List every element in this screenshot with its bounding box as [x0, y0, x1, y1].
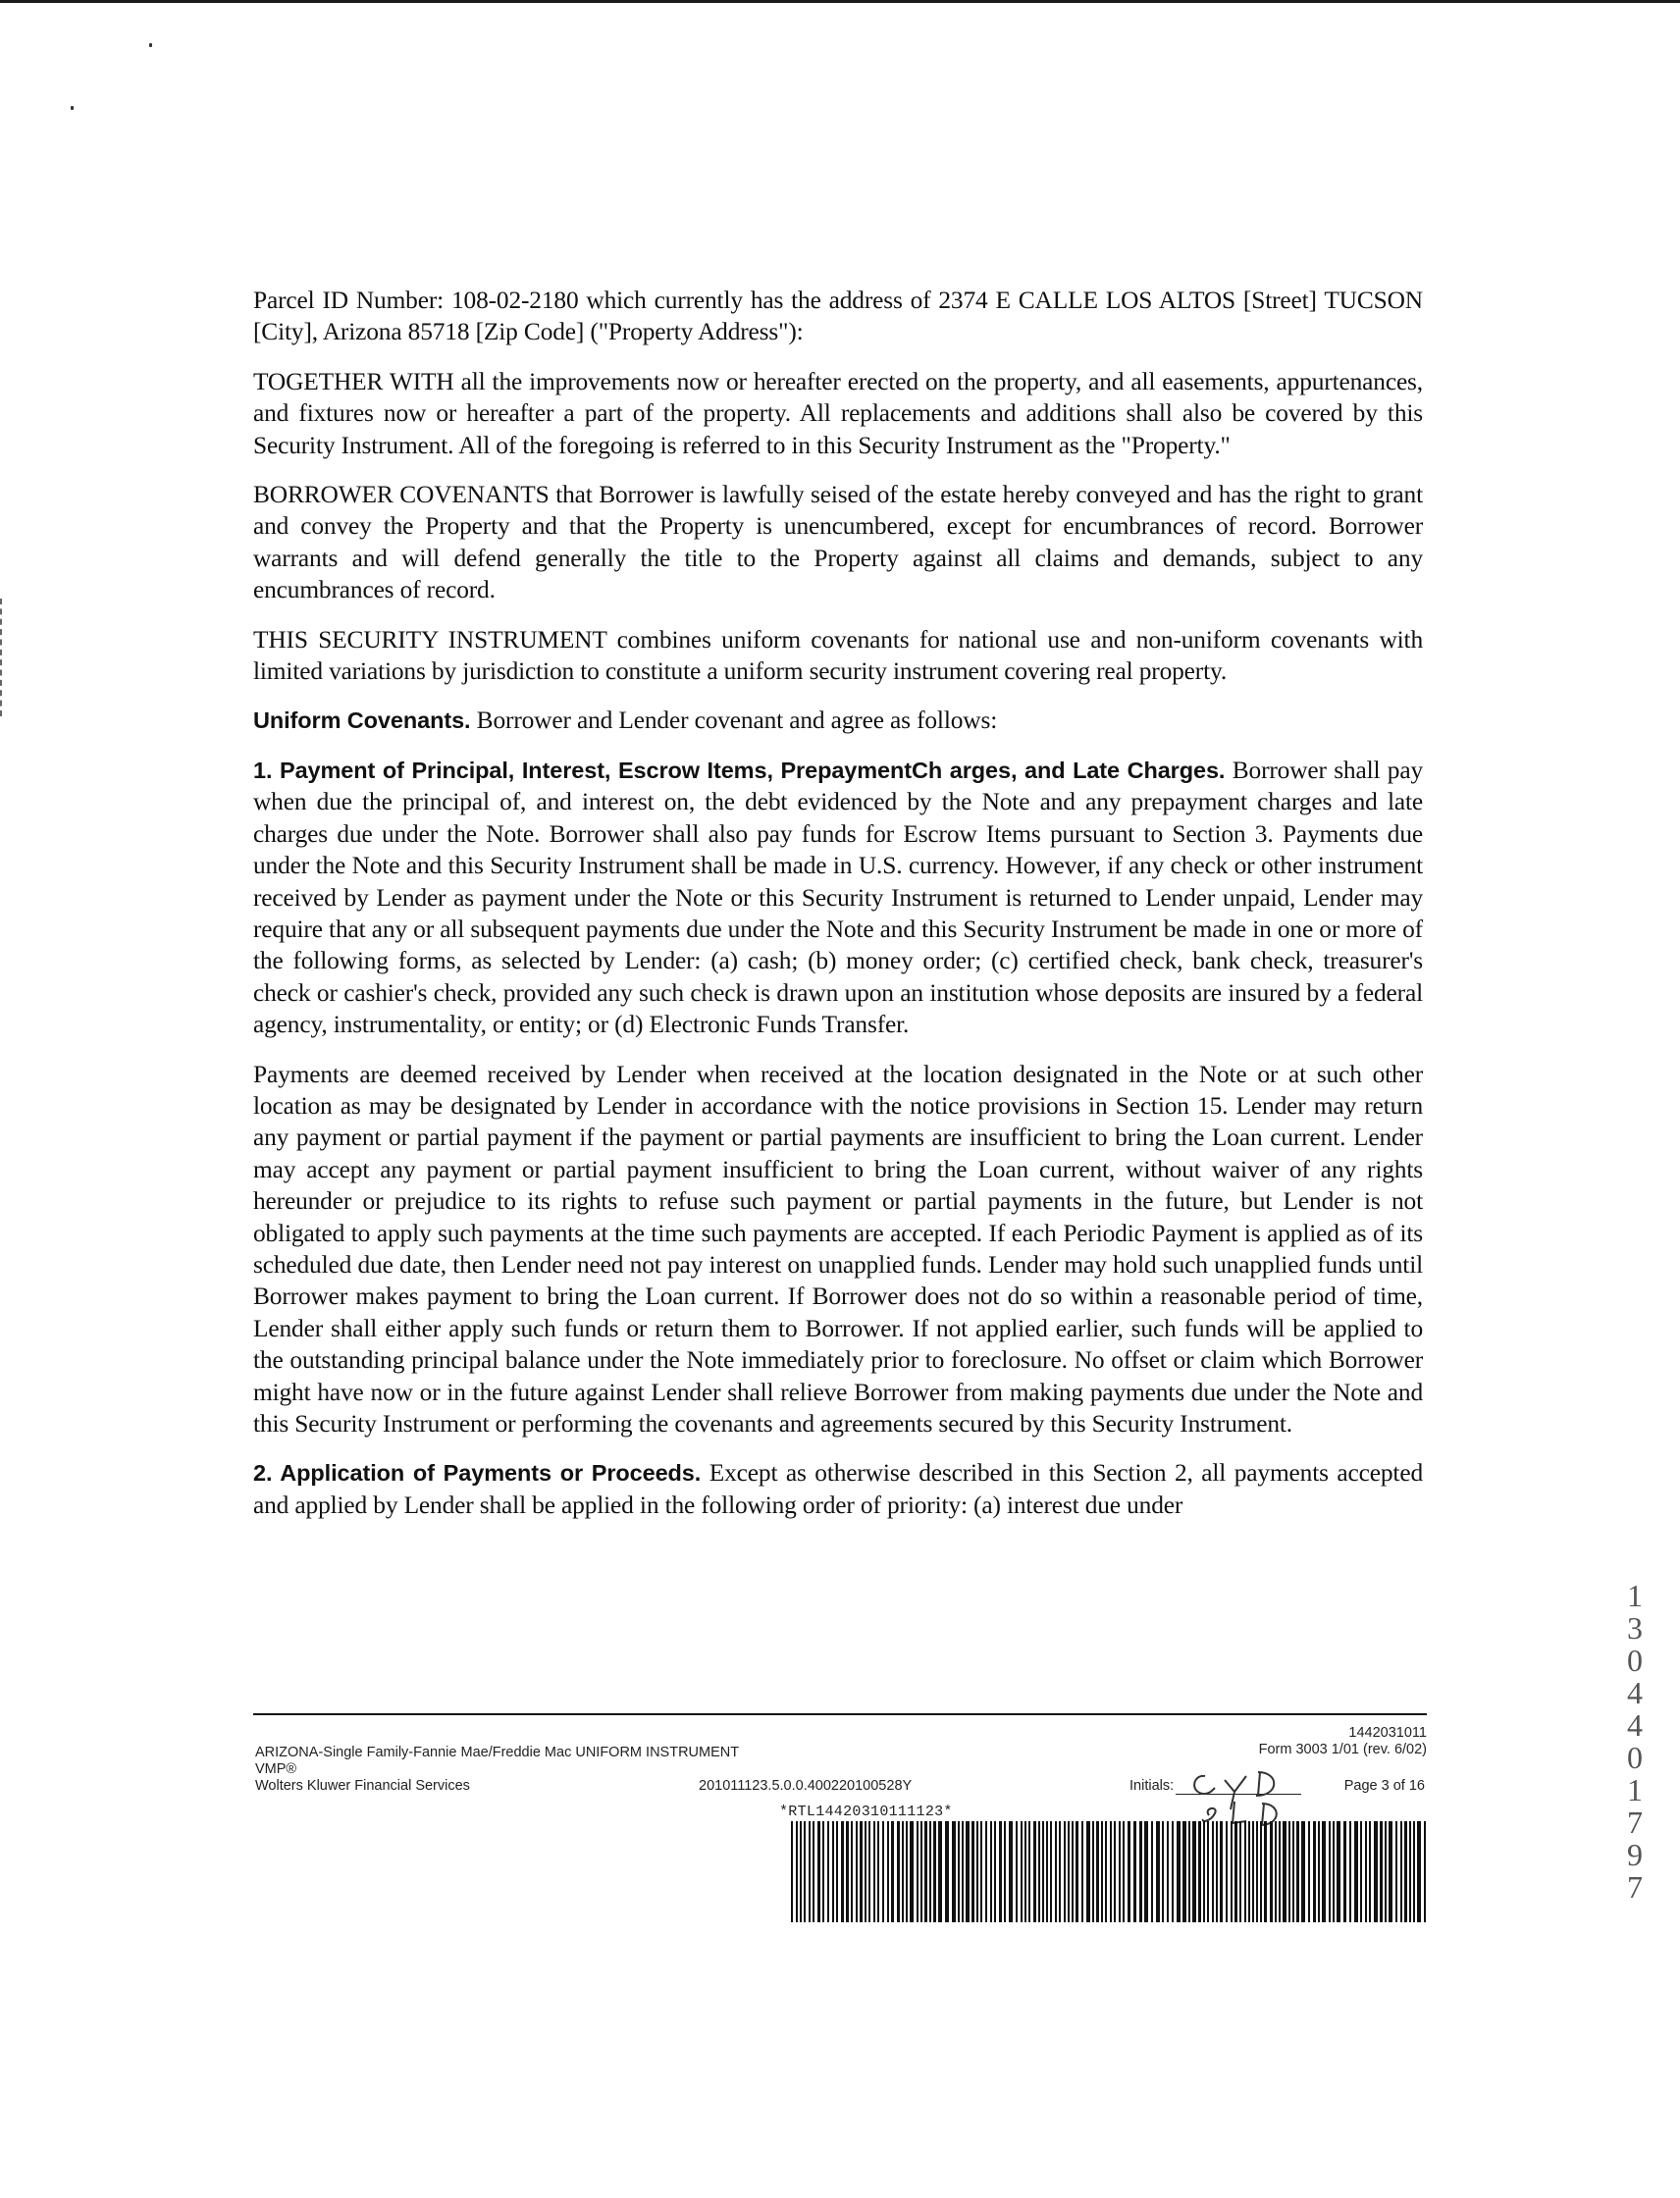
side-stamp-number: [1615, 1580, 1654, 1904]
footer-form-info: [255, 1745, 739, 1795]
paragraph: [253, 285, 1423, 348]
section-heading: 2. Application of Payments or Proceeds.: [253, 1460, 702, 1487]
initials-label: Initials:: [1129, 1778, 1175, 1794]
paragraph: [253, 1457, 1423, 1521]
stamp-digit: 4: [1627, 1707, 1643, 1743]
paragraph-text: Except as otherwise described in this Section 2, all payments accepted and applied by Lender shall be applied in the following order of priority: (a) interest due under: [253, 1459, 1423, 1519]
stamp-digit: 0: [1627, 1643, 1643, 1678]
paragraph-text: BORROWER COVENANTS that Borrower is lawfully seised of the estate hereby conveyed and has the right to grant and convey the Property and that the Property is unencumbered, except for encumbrances of record. Borrower warrants and will defend generally the title to the Property against all claims and demands, subject to any encumbrances of record.: [253, 481, 1423, 604]
stamp-digit: 7: [1627, 1805, 1643, 1840]
paragraph: [253, 479, 1423, 606]
section-heading: 1. Payment of Principal, Interest, Escrow Items, PrepaymentCh arges, and Late Charges.: [253, 757, 1226, 783]
paragraph: [253, 705, 1423, 736]
form-number: Form 3003 1/01 (rev. 6/02): [1258, 1742, 1427, 1757]
doc-code: 201011123.5.0.0.400220100528Y: [699, 1778, 913, 1794]
form-footer: [253, 1713, 1427, 1794]
publisher: Wolters Kluwer Financial Services: [255, 1778, 470, 1794]
section-heading: Uniform Covenants.: [253, 707, 471, 734]
vmp-mark: VMP®: [255, 1761, 297, 1777]
stamp-digit: 3: [1627, 1610, 1643, 1646]
stamp-digit: 0: [1627, 1740, 1643, 1775]
top-edge-rule: [0, 0, 1680, 3]
paragraph-text: Payments are deemed received by Lender when received at the location designated in the Note or at such other location as may be designated by Lender in accordance with the notice provisions in Section 15. Lender may return any payment or partial payment if the payment or partial payments are insufficient to bring the Loan current. Lender may accept any payment or partial payment insufficient to bring the Loan current, without waiver of any rights hereunder or prejudice to its rights to refuse such payment or partial payments in the future, but Lender is not obligated to apply such payments at the time such payments are accepted. If each Periodic Payment is applied as of its scheduled due date, then Lender need not pay interest on unapplied funds. Lender may hold such unapplied funds until Borrower makes payment to bring the Loan current. If Borrower does not do so within a reasonable period of time, Lender shall either apply such funds or return them to Borrower. If not applied earlier, such funds will be applied to the outstanding principal balance under the Note immediately prior to foreclosure. No offset or claim which Borrower might have now or in the future against Lender shall relieve Borrower from making payments due under the Note and this Security Instrument or performing the covenants and agreements secured by this Security Instrument.: [253, 1060, 1423, 1438]
paragraph-text: Borrower and Lender covenant and agree as follows:: [470, 706, 998, 735]
paragraph: [253, 755, 1423, 1041]
page-number: Page 3 of 16: [1343, 1778, 1425, 1794]
scan-edge-marks: [0, 599, 6, 716]
paragraph: [253, 1059, 1423, 1440]
barcode: [791, 1821, 1427, 1922]
footer-form-number: [1259, 1725, 1427, 1758]
stamp-digit: 9: [1627, 1837, 1643, 1872]
paragraph: [253, 624, 1423, 688]
paragraph-text: Borrower shall pay when due the principal of, and interest on, the debt evidenced by the Note and any prepayment charges and late charges due under the Note. Borrower shall also pay funds for Escrow Items pursuant to Section 3. Payments due under the Note and this Security Instrument shall be made in U.S. currency. However, if any check or other instrument received by Lender as payment under the Note or this Security Instrument is returned to Lender unpaid, Lender may require that any or all subsequent payments due under the Note and this Security Instrument be made in one or more of the following forms, as selected by Lender: (a) cash; (b) money order; (c) certified check, bank check, treasurer's check or cashier's check, provided any such check is drawn upon an institution whose deposits are insured by a federal agency, instrumentality, or entity; or (d) Electronic Funds Transfer.: [253, 756, 1423, 1039]
stamp-digit: 4: [1627, 1675, 1643, 1710]
stamp-digit: 1: [1627, 1772, 1643, 1807]
paragraph: [253, 366, 1423, 461]
scan-speck: [71, 106, 74, 110]
loan-number: 1442031011: [1348, 1725, 1427, 1741]
stamp-digit: 7: [1627, 1869, 1643, 1905]
scan-speck: [149, 43, 152, 47]
paragraph-text: THIS SECURITY INSTRUMENT combines uniform covenants for national use and non-uniform covenants with limited variations by jurisdiction to constitute a uniform security instrument covering real property.: [253, 625, 1423, 686]
paragraph-text: Parcel ID Number: 108-02-2180 which currently has the address of 2374 E CALLE LOS ALTOS [Street] TUCSON [City], Arizona 85718 [Zip Code] ("Property Address"):: [253, 287, 1423, 346]
barcode-text: *RTL14420310111123*: [779, 1804, 953, 1820]
stamp-digit: 1: [1627, 1578, 1643, 1613]
paragraph-text: TOGETHER WITH all the improvements now or hereafter erected on the property, and all easements, appurtenances, and fixtures now or hereafter a part of the property. All replacements and additions shall also be covered by this Security Instrument. All of the foregoing is referred to in this Security Instrument as the "Property.": [253, 367, 1423, 459]
form-title: ARIZONA-Single Family-Fannie Mae/Freddie Mac UNIFORM INSTRUMENT: [255, 1745, 740, 1760]
document-body: [253, 285, 1423, 1539]
